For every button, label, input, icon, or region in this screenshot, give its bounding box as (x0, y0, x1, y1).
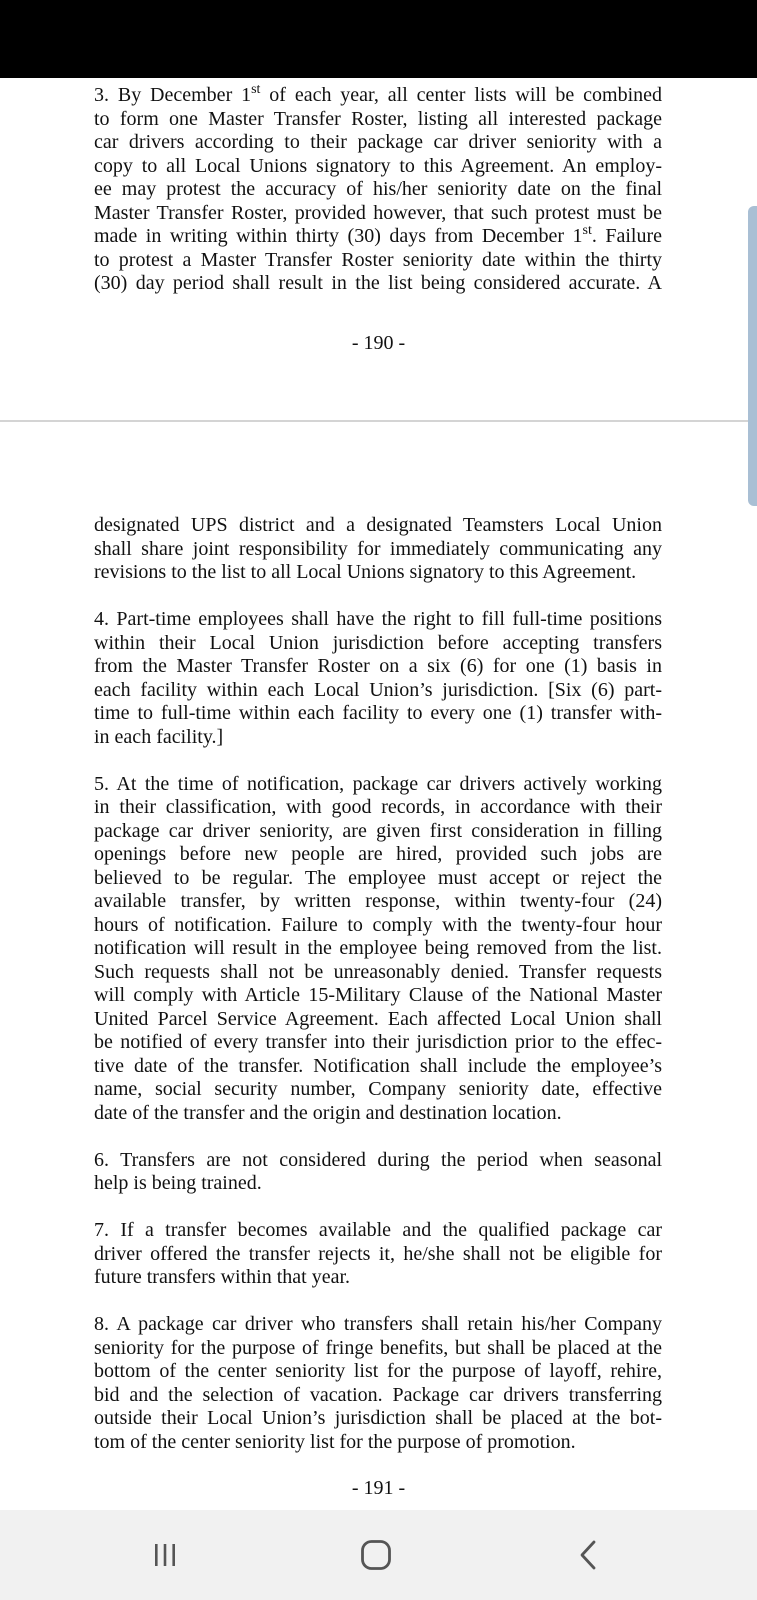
text-line: car drivers according to their package car driver seniority with a (94, 131, 662, 153)
back-icon (573, 1538, 603, 1572)
text-line: to form one Master Transfer Roster, listing all interested package (94, 107, 662, 130)
text-line: in their classification, with good records, in accordance with their (94, 796, 662, 818)
text-line: in each facility.] (94, 725, 224, 748)
text-line: believed to be regular. The employee must accept or reject the (94, 866, 662, 889)
paragraph (94, 773, 662, 1126)
text-line: 7. If a transfer becomes available and the qualified package car (94, 1219, 662, 1241)
text-line: bid and the selection of vacation. Package car drivers transferring (94, 1383, 662, 1406)
text-line: designated UPS district and a designated Teamsters Local Union (94, 514, 662, 536)
text-line: 6. Transfers are not considered during the period when seasonal (94, 1148, 662, 1171)
text-line: bottom of the center seniority list for the purpose of layoff, rehire, (94, 1360, 662, 1382)
text-line: package car driver seniority, are given first consideration in filling (94, 819, 662, 842)
text-line: to protest a Master Transfer Roster seniority date within the thirty (94, 248, 662, 271)
text-line: 5. At the time of notification, package car drivers actively working (94, 772, 662, 795)
page-number: - 191 - (351, 1477, 406, 1499)
paragraph (94, 608, 662, 749)
text-line: within their Local Union jurisdiction before accepting transfers (94, 631, 662, 654)
status-bar (0, 0, 757, 78)
text-line: tom of the center seniority list for the purpose of promotion. (94, 1430, 576, 1453)
paragraph (94, 1149, 662, 1196)
text-line: name, social security number, Company seniority date, effective (94, 1078, 662, 1100)
text-line: help is being trained. (94, 1172, 262, 1194)
text-line: each facility within each Local Union’s jurisdiction. [Six (6) part- (94, 678, 662, 701)
text-line: tive date of the transfer. Notification shall include the employee’s (94, 1054, 662, 1077)
text-line: from the Master Transfer Roster on a six (6) for one (1) basis in (94, 655, 662, 677)
superscript: st (251, 82, 261, 97)
text-line: revisions to the list to all Local Unions signatory to this Agreement. (94, 561, 637, 583)
text-line: 8. A package car driver who transfers shall retain his/her Company (94, 1313, 662, 1335)
text-line: Such requests shall not be unreasonably denied. Transfer requests (94, 960, 662, 983)
home-button[interactable] (346, 1530, 406, 1580)
text-line: outside their Local Union’s jurisdiction shall be placed at the bot- (94, 1407, 662, 1429)
text-line: made in writing within thirty (30) days from December 1st. Failure (94, 223, 662, 247)
text-line: 4. Part-time employees shall have the right to fill full-time positions (94, 608, 662, 630)
back-button[interactable] (558, 1530, 618, 1580)
text-line: 3. By December 1st of each year, all center lists will be combined (94, 82, 662, 106)
text-line: be notified of every transfer into their jurisdiction prior to the effec- (94, 1031, 662, 1053)
page-190 (0, 78, 757, 420)
paragraph (94, 1313, 662, 1454)
paragraph (94, 1219, 662, 1290)
text-line: time to full-time within each facility to every one (1) transfer with- (94, 702, 662, 724)
text-line: available transfer, by written response, within twenty-four (24) (94, 890, 662, 912)
page-191 (0, 422, 757, 1510)
text-line: ee may protest the accuracy of his/her seniority date on the final (94, 178, 662, 200)
text-line: notification will result in the employee being removed from the list. (94, 937, 662, 959)
page-191-body (94, 514, 662, 1454)
text-line: will comply with Article 15-Military Clause of the National Master (94, 984, 662, 1006)
superscript: st (582, 223, 592, 238)
text-line: driver offered the transfer rejects it, he/she shall not be eligible for (94, 1242, 662, 1265)
text-line: date of the transfer and the origin and destination location. (94, 1101, 562, 1124)
text-line: future transfers within that year. (94, 1266, 351, 1288)
home-icon (359, 1538, 393, 1572)
text-line: shall share joint responsibility for immediately communicating any (94, 537, 662, 560)
page-number: - 190 - (351, 332, 406, 354)
scrollbar-handle[interactable] (748, 206, 757, 506)
paragraph (94, 514, 662, 585)
text-line: seniority for the purpose of fringe benefits, but shall be placed at the (94, 1336, 662, 1359)
recent-apps-button[interactable] (135, 1530, 195, 1580)
navigation-bar (0, 1510, 757, 1600)
paragraph-3 (94, 84, 662, 296)
text-line: copy to all Local Unions signatory to this Agreement. An employ- (94, 154, 662, 177)
recent-apps-icon (150, 1540, 180, 1570)
text-line: United Parcel Service Agreement. Each affected Local Union shall (94, 1007, 662, 1030)
text-line: (30) day period shall result in the list being considered accurate. A (94, 272, 662, 294)
text-line: Master Transfer Roster, provided however, that such protest must be (94, 201, 662, 224)
text-line: hours of notification. Failure to comply with the twenty-four hour (94, 913, 662, 936)
text-line: openings before new people are hired, provided such jobs are (94, 843, 662, 865)
